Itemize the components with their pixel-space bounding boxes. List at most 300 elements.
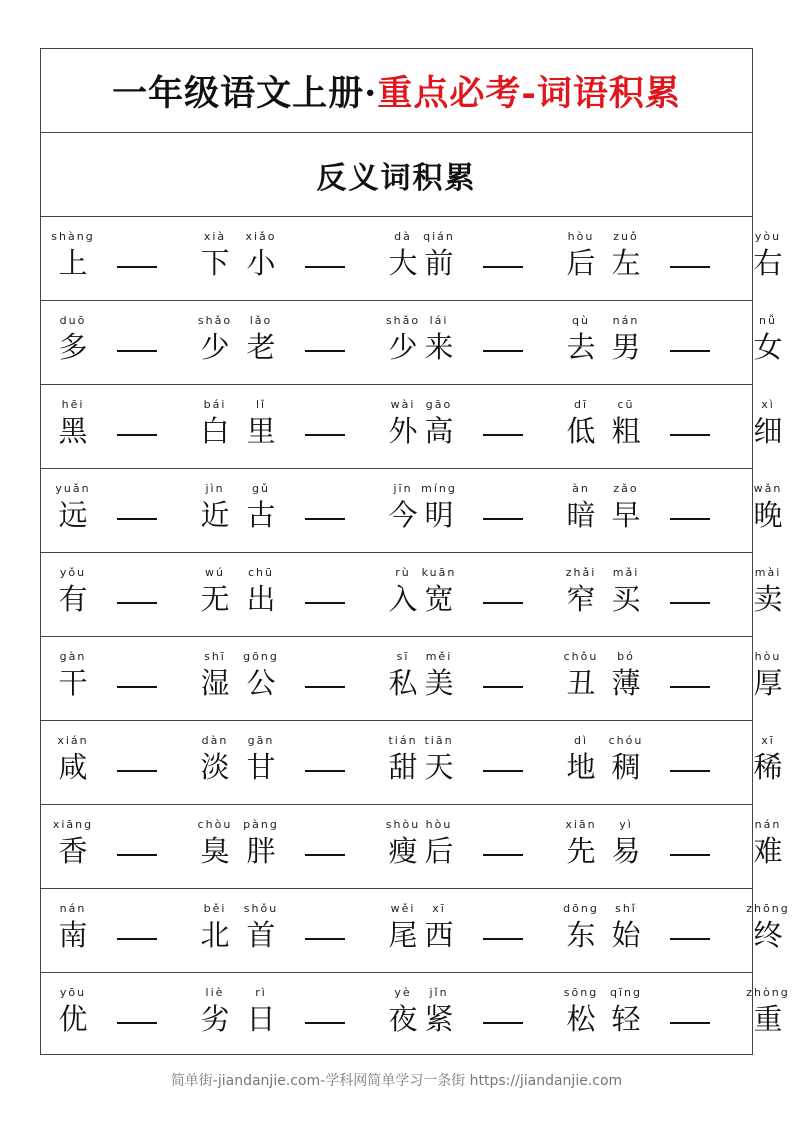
hanzi-character: 难	[753, 834, 783, 868]
pinyin-label: měi	[425, 650, 453, 663]
footer-source: 简单街-jiandanjie.com-学科网简单学习一条街 https://jiandanjie.com	[170, 1073, 623, 1089]
word-first	[417, 817, 461, 869]
antonym-pair	[417, 805, 603, 888]
dash-separator	[117, 602, 157, 604]
pinyin-label: tiān	[424, 734, 454, 747]
word-first	[417, 397, 461, 449]
table-row	[41, 217, 783, 301]
hanzi-character: 易	[611, 834, 641, 868]
word-first	[417, 649, 461, 701]
antonym-pair	[239, 553, 425, 636]
dash-separator	[305, 938, 345, 940]
antonym-pair	[51, 385, 237, 468]
pinyin-label: yōu	[59, 986, 87, 999]
hanzi-character: 咸	[58, 750, 88, 784]
pinyin-label: zhòng	[746, 986, 790, 999]
pinyin-label: zǎo	[613, 482, 639, 495]
table-row	[41, 469, 783, 553]
word-first	[604, 481, 648, 533]
hanzi-character: 无	[200, 582, 230, 616]
antonym-pair	[604, 553, 790, 636]
pinyin-label: bái	[203, 398, 227, 411]
word-opposite	[746, 649, 790, 701]
pinyin-label: zhōng	[746, 902, 790, 915]
page-title	[41, 49, 752, 133]
antonym-pair	[51, 469, 237, 552]
word-first	[417, 481, 461, 533]
hanzi-character: 外	[388, 414, 418, 448]
dash-separator	[670, 518, 710, 520]
word-first	[417, 985, 461, 1037]
hanzi-character: 入	[388, 582, 418, 616]
antonym-pair	[239, 973, 425, 1056]
word-opposite	[559, 817, 603, 869]
hanzi-character: 今	[388, 498, 418, 532]
dash-separator	[483, 770, 523, 772]
pinyin-label: yǒu	[59, 566, 87, 579]
hanzi-character: 粗	[611, 414, 641, 448]
antonym-pair	[604, 301, 790, 384]
dash-separator	[670, 770, 710, 772]
dash-separator	[117, 434, 157, 436]
hanzi-character: 先	[566, 834, 596, 868]
hanzi-character: 里	[246, 414, 276, 448]
word-opposite	[193, 901, 237, 953]
word-opposite	[559, 985, 603, 1037]
pinyin-label: xiān	[565, 818, 597, 831]
antonym-pair	[51, 301, 237, 384]
dash-separator	[670, 686, 710, 688]
word-opposite	[559, 649, 603, 701]
antonym-pair	[239, 889, 425, 972]
pinyin-label: lǐ	[255, 398, 267, 411]
pinyin-label: jǐn	[429, 986, 449, 999]
word-first	[604, 649, 648, 701]
hanzi-character: 优	[58, 1002, 88, 1036]
dash-separator	[305, 434, 345, 436]
word-first	[239, 397, 283, 449]
pinyin-label: duō	[59, 314, 87, 327]
hanzi-character: 古	[246, 498, 276, 532]
hanzi-character: 瘦	[388, 834, 418, 868]
word-opposite	[193, 817, 237, 869]
pinyin-label: hēi	[61, 398, 85, 411]
antonym-grid	[41, 217, 790, 1056]
antonym-pair	[239, 301, 425, 384]
dash-separator	[483, 938, 523, 940]
hanzi-character: 明	[424, 498, 454, 532]
hanzi-character: 来	[424, 330, 454, 364]
pinyin-label: liè	[205, 986, 225, 999]
word-opposite	[193, 565, 237, 617]
pinyin-label: dī	[573, 398, 589, 411]
word-first	[417, 229, 461, 281]
dash-separator	[305, 518, 345, 520]
antonym-pair	[239, 217, 425, 300]
word-opposite	[746, 397, 790, 449]
antonym-pair	[51, 889, 237, 972]
dash-separator	[305, 770, 345, 772]
word-first	[51, 985, 95, 1037]
table-row	[41, 385, 783, 469]
antonym-pair	[51, 721, 237, 804]
word-first	[417, 565, 461, 617]
dash-separator	[117, 1022, 157, 1024]
pinyin-label: lái	[429, 314, 449, 327]
antonym-pair	[239, 469, 425, 552]
word-opposite	[193, 313, 237, 365]
hanzi-character: 西	[424, 918, 454, 952]
table-row	[41, 637, 783, 721]
pinyin-label: nán	[754, 818, 782, 831]
word-opposite	[559, 313, 603, 365]
hanzi-character: 美	[424, 666, 454, 700]
word-first	[604, 985, 648, 1037]
antonym-pair	[417, 217, 603, 300]
pinyin-label: xián	[57, 734, 89, 747]
word-opposite	[746, 313, 790, 365]
word-first	[51, 649, 95, 701]
pinyin-label: yòu	[754, 230, 782, 243]
hanzi-character: 重	[753, 1002, 783, 1036]
word-first	[604, 397, 648, 449]
hanzi-character: 地	[566, 750, 596, 784]
pinyin-label: yì	[619, 818, 633, 831]
hanzi-character: 多	[58, 330, 88, 364]
dash-separator	[483, 350, 523, 352]
word-first	[239, 649, 283, 701]
hanzi-character: 前	[424, 246, 454, 280]
pinyin-label: bó	[617, 650, 635, 663]
pinyin-label: xiāng	[52, 818, 94, 831]
antonym-pair	[604, 805, 790, 888]
pinyin-label: mǎi	[612, 566, 640, 579]
word-opposite	[559, 229, 603, 281]
hanzi-character: 臭	[200, 834, 230, 868]
antonym-pair	[604, 385, 790, 468]
pinyin-label: wài	[390, 398, 416, 411]
word-opposite	[559, 481, 603, 533]
pinyin-label: wěi	[390, 902, 416, 915]
pinyin-label: nán	[612, 314, 640, 327]
pinyin-label: dì	[573, 734, 589, 747]
section-heading: 反义词积累	[41, 133, 752, 217]
word-first	[417, 313, 461, 365]
pinyin-label: dà	[394, 230, 412, 243]
pinyin-label: míng	[421, 482, 457, 495]
hanzi-character: 老	[246, 330, 276, 364]
pinyin-label: jīn	[393, 482, 413, 495]
word-opposite	[746, 733, 790, 785]
hanzi-character: 后	[424, 834, 454, 868]
pinyin-label: běi	[203, 902, 227, 915]
pinyin-label: nǚ	[759, 314, 777, 327]
pinyin-label: xī	[761, 734, 775, 747]
pinyin-label: yè	[394, 986, 412, 999]
hanzi-character: 细	[753, 414, 783, 448]
title-grade-text: 一年级语文上册·	[112, 72, 378, 114]
word-first	[239, 313, 283, 365]
pinyin-label: tián	[388, 734, 418, 747]
dash-separator	[117, 938, 157, 940]
pinyin-label: gāo	[425, 398, 453, 411]
dash-separator	[670, 602, 710, 604]
antonym-pair	[51, 973, 237, 1056]
word-opposite	[746, 229, 790, 281]
hanzi-character: 男	[611, 330, 641, 364]
hanzi-character: 黑	[58, 414, 88, 448]
pinyin-label: gān	[247, 734, 275, 747]
antonym-pair	[417, 721, 603, 804]
word-first	[604, 313, 648, 365]
hanzi-character: 首	[246, 918, 276, 952]
dash-separator	[117, 266, 157, 268]
word-opposite	[559, 565, 603, 617]
pinyin-label: dōng	[563, 902, 599, 915]
title-highlight-text: 重点必考-词语积累	[377, 72, 681, 114]
pinyin-label: shàng	[51, 230, 95, 243]
pinyin-label: xì	[761, 398, 775, 411]
hanzi-character: 甜	[388, 750, 418, 784]
word-first	[51, 229, 95, 281]
word-opposite	[746, 901, 790, 953]
hanzi-character: 远	[58, 498, 88, 532]
hanzi-character: 少	[388, 330, 418, 364]
hanzi-character: 北	[200, 918, 230, 952]
hanzi-character: 去	[566, 330, 596, 364]
word-first	[239, 985, 283, 1037]
antonym-pair	[604, 217, 790, 300]
pinyin-label: lǎo	[249, 314, 273, 327]
antonym-pair	[417, 301, 603, 384]
hanzi-character: 始	[611, 918, 641, 952]
hanzi-character: 私	[388, 666, 418, 700]
hanzi-character: 湿	[200, 666, 230, 700]
hanzi-character: 厚	[753, 666, 783, 700]
table-row	[41, 553, 783, 637]
hanzi-character: 出	[246, 582, 276, 616]
pinyin-label: shǎo	[197, 314, 233, 327]
dash-separator	[117, 854, 157, 856]
dash-separator	[670, 434, 710, 436]
antonym-pair	[417, 553, 603, 636]
hanzi-character: 女	[753, 330, 783, 364]
pinyin-label: wǎn	[753, 482, 783, 495]
hanzi-character: 南	[58, 918, 88, 952]
word-first	[417, 901, 461, 953]
word-first	[51, 481, 95, 533]
pinyin-label: shǒu	[243, 902, 279, 915]
hanzi-character: 胖	[246, 834, 276, 868]
word-first	[51, 901, 95, 953]
hanzi-character: 终	[753, 918, 783, 952]
hanzi-character: 有	[58, 582, 88, 616]
hanzi-character: 晚	[753, 498, 783, 532]
word-opposite	[193, 397, 237, 449]
word-first	[51, 817, 95, 869]
dash-separator	[305, 266, 345, 268]
word-opposite	[193, 733, 237, 785]
dash-separator	[117, 686, 157, 688]
pinyin-label: hòu	[754, 650, 782, 663]
hanzi-character: 丑	[566, 666, 596, 700]
hanzi-character: 香	[58, 834, 88, 868]
dash-separator	[670, 938, 710, 940]
hanzi-character: 左	[611, 246, 641, 280]
pinyin-label: kuān	[421, 566, 457, 579]
antonym-pair	[417, 637, 603, 720]
pinyin-label: mài	[754, 566, 782, 579]
dash-separator	[305, 686, 345, 688]
hanzi-character: 天	[424, 750, 454, 784]
pinyin-label: xiǎo	[245, 230, 277, 243]
antonym-pair	[604, 721, 790, 804]
word-opposite	[559, 733, 603, 785]
pinyin-label: chóu	[608, 734, 644, 747]
hanzi-character: 早	[611, 498, 641, 532]
hanzi-character: 低	[566, 414, 596, 448]
pinyin-label: chǒu	[563, 650, 599, 663]
hanzi-character: 右	[753, 246, 783, 280]
hanzi-character: 高	[424, 414, 454, 448]
antonym-pair	[239, 385, 425, 468]
antonym-pair	[604, 973, 790, 1056]
dash-separator	[483, 602, 523, 604]
hanzi-character: 公	[246, 666, 276, 700]
word-first	[51, 313, 95, 365]
table-row	[41, 889, 790, 973]
pinyin-label: pàng	[243, 818, 279, 831]
antonym-pair	[604, 637, 790, 720]
hanzi-character: 少	[200, 330, 230, 364]
word-opposite	[746, 565, 790, 617]
word-opposite	[193, 481, 237, 533]
dash-separator	[305, 1022, 345, 1024]
dash-separator	[305, 854, 345, 856]
antonym-pair	[51, 637, 237, 720]
hanzi-character: 甘	[246, 750, 276, 784]
dash-separator	[483, 686, 523, 688]
hanzi-character: 宽	[424, 582, 454, 616]
pinyin-label: sōng	[563, 986, 599, 999]
dash-separator	[483, 854, 523, 856]
antonym-pair	[604, 469, 790, 552]
word-first	[417, 733, 461, 785]
word-opposite	[559, 901, 603, 953]
pinyin-label: shǎo	[385, 314, 421, 327]
word-first	[604, 901, 648, 953]
pinyin-label: rù	[395, 566, 411, 579]
pinyin-label: gǔ	[252, 482, 270, 495]
pinyin-label: qù	[572, 314, 590, 327]
pinyin-label: chòu	[197, 818, 233, 831]
hanzi-character: 近	[200, 498, 230, 532]
table-row	[41, 973, 790, 1056]
dash-separator	[483, 266, 523, 268]
hanzi-character: 日	[246, 1002, 276, 1036]
hanzi-character: 紧	[424, 1002, 454, 1036]
word-opposite	[746, 817, 790, 869]
hanzi-character: 买	[611, 582, 641, 616]
table-row	[41, 721, 783, 805]
dash-separator	[117, 770, 157, 772]
pinyin-label: cū	[617, 398, 635, 411]
pinyin-label: shī	[204, 650, 226, 663]
word-first	[604, 565, 648, 617]
dash-separator	[670, 854, 710, 856]
dash-separator	[670, 350, 710, 352]
dash-separator	[483, 1022, 523, 1024]
pinyin-label: àn	[572, 482, 590, 495]
antonym-pair	[239, 721, 425, 804]
pinyin-label: dàn	[201, 734, 229, 747]
word-opposite	[193, 649, 237, 701]
pinyin-label: shǐ	[615, 902, 637, 915]
dash-separator	[670, 266, 710, 268]
antonym-pair	[51, 217, 237, 300]
antonym-pair	[417, 469, 603, 552]
word-opposite	[746, 985, 790, 1037]
antonym-pair	[51, 553, 237, 636]
word-first	[239, 901, 283, 953]
word-first	[239, 481, 283, 533]
hanzi-character: 小	[246, 246, 276, 280]
hanzi-character: 轻	[611, 1002, 641, 1036]
hanzi-character: 干	[58, 666, 88, 700]
pinyin-label: xī	[432, 902, 446, 915]
dash-separator	[117, 350, 157, 352]
word-first	[239, 565, 283, 617]
antonym-pair	[604, 889, 790, 972]
word-first	[604, 817, 648, 869]
dash-separator	[483, 518, 523, 520]
pinyin-label: hòu	[567, 230, 595, 243]
pinyin-label: hòu	[425, 818, 453, 831]
pinyin-label: gàn	[59, 650, 87, 663]
word-first	[604, 733, 648, 785]
pinyin-label: jìn	[205, 482, 225, 495]
pinyin-label: qián	[423, 230, 455, 243]
dash-separator	[117, 518, 157, 520]
pinyin-label: xià	[203, 230, 227, 243]
pinyin-label: chū	[248, 566, 274, 579]
word-first	[239, 733, 283, 785]
word-first	[239, 817, 283, 869]
word-opposite	[559, 397, 603, 449]
worksheet-table	[40, 48, 790, 1055]
dash-separator	[305, 350, 345, 352]
pinyin-label: rì	[255, 986, 267, 999]
pinyin-label: shòu	[385, 818, 421, 831]
hanzi-character: 稠	[611, 750, 641, 784]
pinyin-label: qīng	[610, 986, 642, 999]
antonym-pair	[417, 973, 603, 1056]
hanzi-character: 松	[566, 1002, 596, 1036]
word-opposite	[746, 481, 790, 533]
antonym-pair	[417, 889, 603, 972]
hanzi-character: 尾	[388, 918, 418, 952]
antonym-pair	[239, 805, 425, 888]
hanzi-character: 下	[200, 246, 230, 280]
hanzi-character: 白	[200, 414, 230, 448]
dash-separator	[305, 602, 345, 604]
pinyin-label: zhǎi	[565, 566, 597, 579]
hanzi-character: 薄	[611, 666, 641, 700]
pinyin-label: zuǒ	[613, 230, 639, 243]
antonym-pair	[239, 637, 425, 720]
hanzi-character: 上	[58, 246, 88, 280]
hanzi-character: 稀	[753, 750, 783, 784]
